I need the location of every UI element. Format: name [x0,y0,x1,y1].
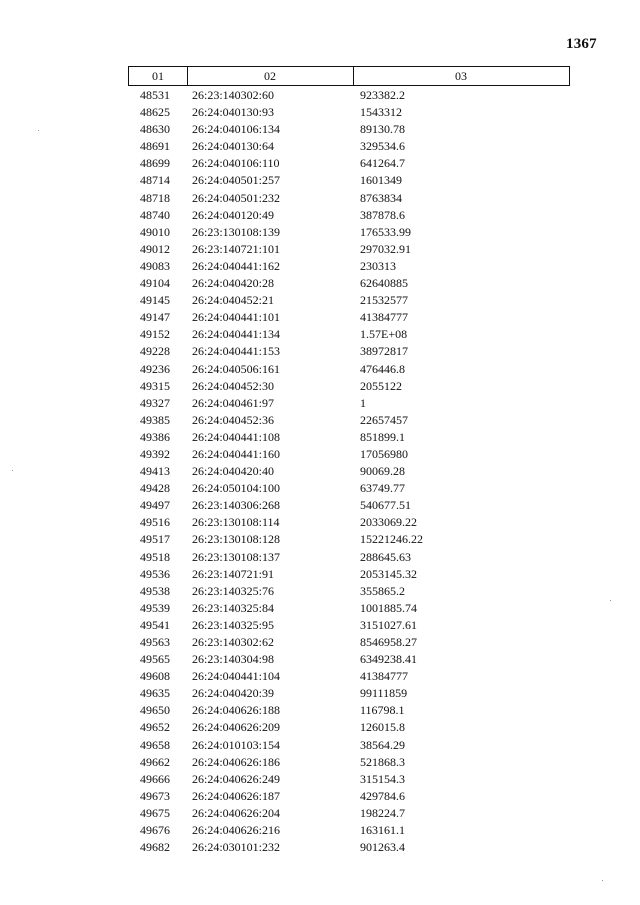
table-cell-col-02: 26:24:040626:186 [192,754,281,769]
table-cell-col-02: 26:24:040441:160 [192,446,281,461]
table-row [128,446,570,463]
table-row [128,292,570,309]
table-cell-col-03: 2055122 [360,378,402,393]
table-cell-col-03: 901263.4 [360,840,405,855]
table-cell-col-03: 38564.29 [360,737,405,752]
table-cell-col-02: 26:24:040626:209 [192,720,281,735]
table-cell-col-01: 49541 [140,617,170,632]
table-cell-col-02: 26:24:040441:108 [192,429,281,444]
table-cell-col-03: 923382.2 [360,88,405,102]
table-row [128,805,570,822]
table-cell-col-01: 49658 [140,737,170,752]
table-cell-col-02: 26:23:140302:62 [192,635,275,649]
table-cell-col-03: 1 [360,395,366,410]
table-cell-col-01: 49083 [140,258,170,273]
table-cell-col-02: 26:23:140304:98 [192,652,275,667]
table-cell-col-03: 17056980 [360,446,408,461]
table-cell-col-01: 49650 [140,703,170,718]
table-cell-col-02: 26:23:130108:114 [192,515,280,530]
column-header-02: 02 [187,67,354,85]
table-cell-col-03: 3151027.61 [360,617,417,632]
table-cell-col-02: 26:23:140306:268 [192,498,281,513]
table-cell-col-02: 26:24:040452:36 [192,412,275,427]
table-cell-col-01: 49565 [140,652,170,667]
table-row [128,549,570,566]
table-row [128,155,570,172]
table-cell-col-02: 26:23:130108:128 [192,532,281,547]
table-row [128,668,570,685]
table-cell-col-02: 26:24:040106:134 [192,122,281,137]
table-cell-col-02: 26:24:040501:257 [192,173,281,188]
table-cell-col-03: 126015.8 [360,720,405,735]
table-cell-col-03: 21532577 [360,293,408,308]
table-row [128,754,570,771]
table-row [128,651,570,668]
table-cell-col-01: 48714 [140,173,170,188]
table-cell-col-02: 26:24:040626:188 [192,703,281,718]
table-cell-col-03: 38972817 [360,344,408,359]
table-row [128,121,570,138]
table-row [128,480,570,497]
table-cell-col-03: 329534.6 [360,139,405,154]
table-row [128,497,570,514]
table-row [128,617,570,634]
table-row [128,685,570,702]
table-row [128,719,570,736]
table-cell-col-01: 48699 [140,156,170,171]
table-cell-col-01: 49608 [140,669,170,684]
table-row [128,361,570,378]
table-row [128,531,570,548]
table-cell-col-03: 2033069.22 [360,515,417,530]
table-row [128,309,570,326]
table-cell-col-01: 49012 [140,241,170,256]
table-cell-col-01: 48740 [140,207,170,222]
table-cell-col-02: 26:24:040626:216 [192,823,281,838]
table-cell-col-03: 89130.78 [360,122,405,137]
table-cell-col-03: 641264.7 [360,156,405,171]
table-row [128,583,570,600]
table-cell-col-01: 49516 [140,515,170,530]
table-cell-col-01: 49676 [140,823,170,838]
table-cell-col-01: 49517 [140,532,170,547]
table-cell-col-02: 26:24:040441:153 [192,344,281,359]
table-body [128,87,570,856]
table-cell-col-02: 26:23:140721:91 [192,566,275,581]
table-cell-col-02: 26:24:040441:104 [192,669,281,684]
table-cell-col-02: 26:23:140325:76 [192,583,275,598]
table-cell-col-02: 26:23:140721:101 [192,241,281,256]
table-cell-col-01: 49538 [140,583,170,598]
table-cell-col-01: 49428 [140,481,170,496]
table-cell-col-01: 49327 [140,395,170,410]
table-row [128,224,570,241]
column-header-03: 03 [455,69,467,83]
table-cell-col-03: 8763834 [360,190,402,205]
table-row [128,429,570,446]
table-cell-col-03: 163161.1 [360,823,405,838]
table-cell-col-02: 26:23:140325:84 [192,600,275,615]
table-cell-col-02: 26:24:040501:232 [192,190,281,205]
table-cell-col-02: 26:24:040461:97 [192,395,275,410]
table-row [128,87,570,104]
table-cell-col-03: 99111859 [360,686,408,701]
table-row [128,839,570,856]
table-cell-col-03: 1.57E+08 [360,327,408,342]
table-cell-col-03: 116798.1 [360,703,405,718]
table-row [128,788,570,805]
table-cell-col-01: 49236 [140,361,170,376]
table-cell-col-03: 6349238.41 [360,652,417,667]
table-cell-col-01: 49518 [140,549,170,564]
table-cell-col-03: 15221246.22 [360,532,423,547]
table-cell-col-01: 49563 [140,635,170,649]
table-cell-col-01: 49539 [140,600,170,615]
table-cell-col-02: 26:24:040420:39 [192,686,275,701]
table-cell-col-03: 62640885 [360,276,408,291]
table-cell-col-01: 49635 [140,686,170,701]
table-cell-col-02: 26:23:140302:60 [192,88,275,102]
table-cell-col-01: 49673 [140,788,170,803]
table-cell-col-01: 48630 [140,122,170,137]
table-cell-col-03: 41384777 [360,310,408,325]
table-cell-col-02: 26:24:030101:232 [192,840,281,855]
table-cell-col-01: 49675 [140,805,170,820]
table-cell-col-03: 230313 [360,258,396,273]
table-row [128,207,570,224]
table-cell-col-02: 26:24:040441:101 [192,310,281,325]
table-cell-col-03: 198224.7 [360,805,405,820]
table-cell-col-03: 521868.3 [360,754,405,769]
table-row [128,378,570,395]
table-cell-col-01: 49662 [140,754,170,769]
table-cell-col-02: 26:23:130108:139 [192,224,281,239]
table-cell-col-03: 176533.99 [360,224,411,239]
table-row [128,258,570,275]
table-cell-col-01: 49152 [140,327,170,342]
table-cell-col-03: 8546958.27 [360,635,417,649]
table-header-row [128,66,570,86]
table-row [128,275,570,292]
table-cell-col-01: 49392 [140,446,170,461]
table-cell-col-01: 49666 [140,771,170,786]
table-cell-col-03: 1543312 [360,105,402,120]
table-cell-col-03: 1601349 [360,173,402,188]
table-cell-col-01: 49228 [140,344,170,359]
table-cell-col-02: 26:24:040626:249 [192,771,281,786]
table-cell-col-02: 26:24:040452:21 [192,293,275,308]
table-row [128,822,570,839]
table-cell-col-03: 288645.63 [360,549,411,564]
table-row [128,138,570,155]
table-cell-col-01: 49652 [140,720,170,735]
table-cell-col-03: 355865.2 [360,583,405,598]
table-row [128,172,570,189]
table-cell-col-02: 26:24:040452:30 [192,378,275,393]
table-cell-col-01: 49413 [140,464,170,479]
table-row [128,600,570,617]
page-number: 1367 [566,36,597,52]
table-cell-col-03: 22657457 [360,412,408,427]
table-row [128,395,570,412]
table-row [128,104,570,121]
table-row [128,702,570,719]
table-cell-col-01: 49682 [140,840,170,855]
table-cell-col-02: 26:24:040626:187 [192,788,281,803]
table-row [128,514,570,531]
table-cell-col-01: 48691 [140,139,170,154]
table-cell-col-01: 49315 [140,378,170,393]
table-row [128,771,570,788]
table-cell-col-03: 63749.77 [360,481,405,496]
table-cell-col-01: 49536 [140,566,170,581]
table-cell-col-02: 26:23:130108:137 [192,549,281,564]
table-cell-col-03: 41384777 [360,669,408,684]
table-cell-col-02: 26:24:040441:162 [192,258,281,273]
table-cell-col-01: 49010 [140,224,170,239]
table-cell-col-01: 49104 [140,276,170,291]
table-cell-col-01: 48718 [140,190,170,205]
table-cell-col-02: 26:24:040420:40 [192,464,275,479]
table-cell-col-03: 1001885.74 [360,600,417,615]
table-cell-col-03: 90069.28 [360,464,405,479]
table-cell-col-03: 297032.91 [360,241,411,256]
table-cell-col-03: 429784.6 [360,788,405,803]
table-cell-col-02: 26:23:140325:95 [192,617,275,632]
table-cell-col-02: 26:24:050104:100 [192,481,281,496]
table-cell-col-01: 49497 [140,498,170,513]
table-row [128,634,570,651]
table-cell-col-02: 26:24:040130:64 [192,139,275,154]
table-row [128,463,570,480]
table-row [128,190,570,207]
table-row [128,737,570,754]
table-cell-col-03: 540677.51 [360,498,411,513]
table-cell-col-03: 476446.8 [360,361,405,376]
table-cell-col-02: 26:24:040120:49 [192,207,275,222]
table-row [128,343,570,360]
table-cell-col-02: 26:24:010103:154 [192,737,281,752]
table-cell-col-03: 315154.3 [360,771,405,786]
table-row [128,326,570,343]
column-header-01: 01 [129,67,188,85]
table-cell-col-03: 387878.6 [360,207,405,222]
table-cell-col-02: 26:24:040506:161 [192,361,281,376]
table-cell-col-01: 49386 [140,429,170,444]
table-cell-col-01: 48531 [140,88,170,102]
table-cell-col-01: 49385 [140,412,170,427]
table-row [128,241,570,258]
table-cell-col-03: 2053145.32 [360,566,417,581]
table-cell-col-03: 851899.1 [360,429,405,444]
table-row [128,566,570,583]
table-row [128,412,570,429]
table-cell-col-02: 26:24:040420:28 [192,276,275,291]
table-cell-col-02: 26:24:040441:134 [192,327,281,342]
table-cell-col-02: 26:24:040626:204 [192,805,281,820]
table-cell-col-01: 49147 [140,310,170,325]
table-cell-col-01: 49145 [140,293,170,308]
table-cell-col-01: 48625 [140,105,170,120]
table-cell-col-02: 26:24:040106:110 [192,156,280,171]
table-cell-col-02: 26:24:040130:93 [192,105,275,120]
